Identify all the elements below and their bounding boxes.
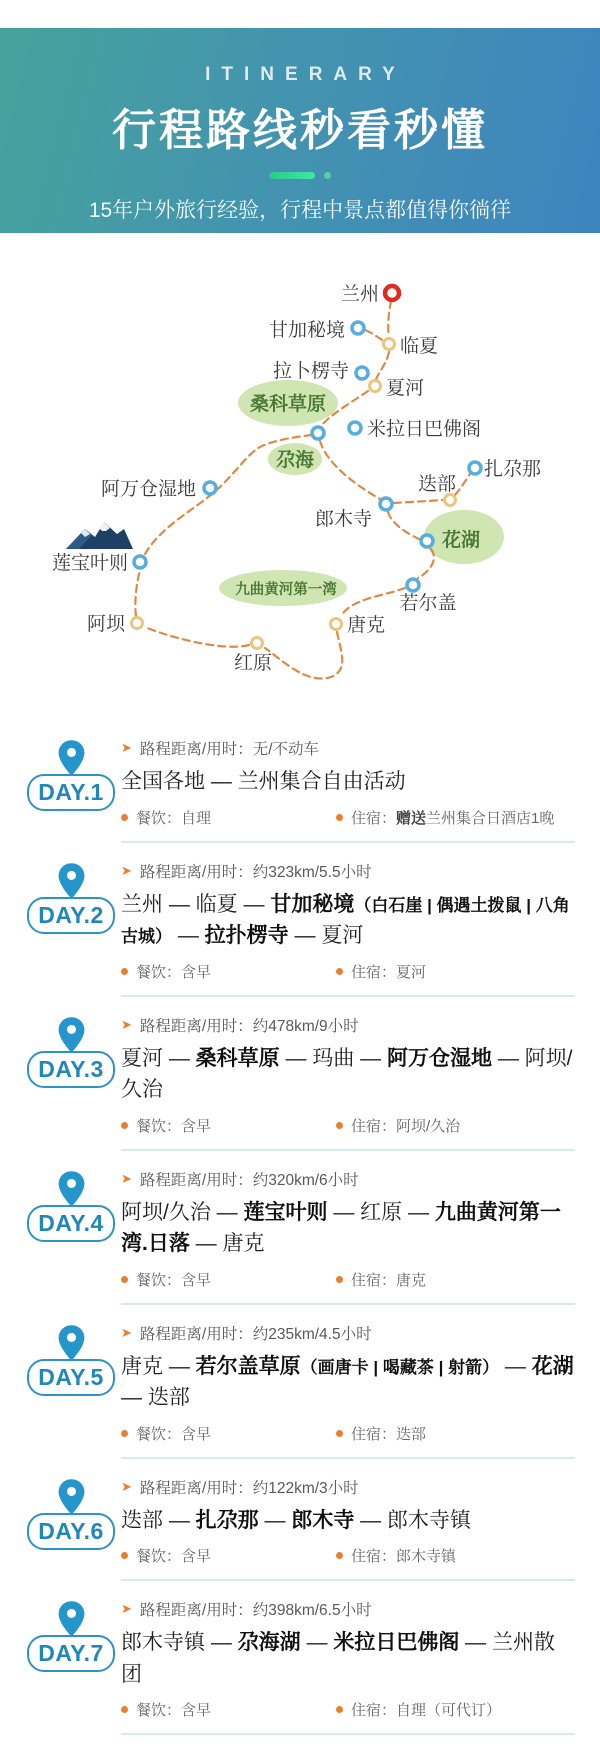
meal-value (181, 961, 211, 982)
map-pin-icon (56, 1170, 87, 1208)
map-area-label: 桑科草原 (249, 394, 327, 415)
day-details (117, 860, 575, 997)
text-segment: — 玛曲 — (279, 1046, 388, 1070)
distance-value: 约320km/6小时 (252, 1171, 359, 1189)
divider (121, 1579, 575, 1581)
text-segment: 夏河 — (121, 1046, 196, 1070)
day-details (117, 1168, 575, 1305)
text-segment: 九曲黄河第一湾.日落 (121, 1200, 561, 1255)
route-title (121, 766, 575, 798)
meal-info (121, 1423, 336, 1444)
day-label: DAY.7 (27, 1635, 115, 1672)
text-segment: 郎木寺 (291, 1508, 355, 1532)
map-marker-拉卜楞寺 (356, 367, 368, 379)
bullet-icon (121, 968, 128, 975)
bullet-icon (121, 1276, 128, 1283)
route-path (135, 570, 140, 616)
day-details (117, 737, 575, 843)
bullet-icon (336, 1430, 343, 1437)
text-segment: 阿坝/久治 (396, 1117, 461, 1135)
day-badge (25, 1168, 117, 1305)
route-path (265, 632, 342, 679)
route-path (394, 500, 442, 503)
text-segment: 兰州 — 临夏 — (121, 892, 271, 916)
title-underline (269, 172, 331, 179)
stay-label: 住宿： (351, 1271, 397, 1289)
map-place-label: 扎尕那 (484, 459, 542, 480)
meal-label: 餐饮： (136, 1425, 182, 1443)
map-place-label: 米拉日巴佛阁 (367, 419, 482, 440)
text-segment: — (172, 924, 205, 947)
bullet-icon (121, 1122, 128, 1129)
day-label: DAY.5 (27, 1359, 115, 1396)
map-place-label: 郎木寺 (314, 509, 372, 530)
text-segment: 唐克 (396, 1271, 427, 1289)
meta-row (121, 807, 575, 828)
day-badge (25, 860, 117, 997)
divider (121, 841, 575, 843)
text-segment: 尕海湖 (237, 1631, 301, 1654)
map-pin-icon (56, 862, 87, 900)
map-place-label: 夏河 (386, 378, 425, 399)
map-place-label: 甘加秘境 (268, 320, 345, 341)
distance-row (121, 737, 575, 759)
route-title (121, 1505, 575, 1537)
distance-row (121, 1322, 575, 1344)
page-header (0, 28, 600, 233)
map-pin-icon (56, 1324, 87, 1362)
day-label: DAY.1 (27, 774, 115, 811)
stay-value (396, 1115, 460, 1136)
arrow-icon: ➤ (121, 1324, 132, 1340)
text-segment: — (258, 1508, 292, 1532)
bullet-icon (336, 1706, 343, 1713)
text-segment: （白石崖 | 偶遇土拨鼠 | 八角古城） (121, 895, 570, 946)
meal-value (181, 807, 211, 828)
arrow-icon: ➤ (121, 862, 132, 878)
day-entry (25, 1598, 575, 1735)
text-segment: 米拉日巴佛阁 (333, 1631, 460, 1654)
text-segment: — (499, 1354, 532, 1378)
text-segment: 全国各地 — 兰州集合自由活动 (121, 770, 406, 793)
mountain-icon (66, 522, 133, 549)
arrow-icon: ➤ (121, 1170, 132, 1186)
bullet-icon (121, 814, 128, 821)
day-entry (25, 1322, 575, 1459)
stay-info (336, 1423, 575, 1444)
text-segment: 自理 (181, 809, 212, 827)
text-segment: 含早 (181, 1425, 212, 1443)
distance-value: 约398km/6.5小时 (252, 1602, 372, 1619)
map-marker-甘加秘境 (352, 322, 364, 334)
map-marker-阿万仓湿地 (204, 482, 216, 494)
map-place-label: 兰州 (340, 284, 379, 305)
map-place-label: 阿万仓湿地 (100, 479, 196, 500)
text-segment: 迭部 — (121, 1508, 196, 1532)
map-pin-icon (56, 1016, 87, 1054)
text-segment: 拉扑楞寺 (204, 924, 289, 947)
distance-row (121, 1598, 575, 1620)
meta-row (121, 1115, 575, 1136)
map-marker-兰州 (385, 286, 399, 300)
text-segment: 含早 (181, 1271, 212, 1289)
page-subtitle: 15年户外旅行经验，行程中景点都值得你徜徉 (88, 199, 512, 222)
stay-label: 住宿： (351, 1548, 397, 1565)
map-area-label: 九曲黄河第一湾 (235, 582, 337, 598)
distance-row (121, 1168, 575, 1190)
text-segment: 含早 (181, 1548, 212, 1565)
text-segment: — 唐克 (189, 1232, 265, 1255)
day-badge (25, 1322, 117, 1459)
route-map (0, 233, 600, 713)
text-segment: 夏河 (396, 963, 427, 981)
bullet-icon (121, 1706, 128, 1713)
map-marker-唐克 (331, 619, 342, 630)
day-badge (25, 737, 117, 843)
text-segment: — 阿坝/久治 (121, 1046, 573, 1101)
day-entry (25, 1476, 575, 1582)
stay-value (396, 1699, 501, 1720)
map-marker (312, 427, 324, 439)
route-path (365, 330, 382, 340)
divider (121, 1733, 575, 1735)
bullet-icon (336, 1122, 343, 1129)
stay-label: 住宿： (351, 809, 397, 827)
route-path (341, 588, 405, 616)
stay-info (336, 1699, 575, 1720)
meal-value (181, 1115, 211, 1136)
bullet-icon (336, 814, 343, 821)
route-title (121, 1627, 575, 1690)
page-title: 行程路线秒看秒懂 (112, 106, 488, 155)
map-place-label: 阿坝 (86, 614, 125, 635)
meal-label: 餐饮： (136, 1548, 182, 1565)
divider (121, 1149, 575, 1151)
map-marker-郎木寺 (380, 498, 392, 510)
meal-info (121, 1269, 336, 1290)
header-eyebrow: ITINERARY (205, 64, 406, 85)
map-marker-莲宝叶则 (134, 556, 146, 568)
meal-info (121, 1699, 336, 1720)
bullet-icon (121, 1430, 128, 1437)
text-segment: 迭部 (396, 1425, 427, 1443)
divider (121, 1457, 575, 1459)
day-entry (25, 860, 575, 997)
text-segment: 唐克 — (121, 1354, 196, 1378)
map-marker-米拉日巴佛阁 (349, 422, 361, 434)
map-marker-迭部 (445, 495, 456, 506)
stay-label: 住宿： (351, 1702, 397, 1719)
map-place-label: 若尔盖 (399, 593, 457, 614)
map-marker-阿坝 (132, 618, 143, 629)
distance-value: 无/不动车 (252, 741, 320, 758)
stay-label: 住宿： (351, 1425, 397, 1443)
distance-label: 路程距离/用时： (139, 863, 253, 881)
meal-label: 餐饮： (136, 1702, 182, 1719)
distance-value: 约323km/5.5小时 (252, 863, 372, 881)
distance-label: 路程距离/用时： (139, 1171, 253, 1189)
map-pin-icon (56, 739, 87, 777)
text-segment: — 红原 — (327, 1200, 435, 1224)
arrow-icon: ➤ (121, 1016, 132, 1032)
route-path (455, 474, 470, 495)
meal-label: 餐饮： (136, 1117, 182, 1135)
day-label: DAY.3 (27, 1051, 115, 1088)
divider (121, 1303, 575, 1305)
arrow-icon: ➤ (121, 740, 132, 755)
route-title (121, 1351, 575, 1414)
text-segment: 扎尕那 (195, 1508, 259, 1532)
map-pin-icon (56, 1478, 87, 1516)
meal-label: 餐饮： (136, 1271, 182, 1289)
stay-label: 住宿： (351, 1117, 397, 1135)
route-path (376, 352, 389, 379)
stay-label: 住宿： (351, 963, 397, 981)
meal-info (121, 1115, 336, 1136)
day-details (117, 1598, 575, 1735)
text-segment: 阿坝/久治 — (121, 1200, 244, 1224)
meta-row (121, 961, 575, 982)
text-segment: 自理（可代订） (396, 1702, 502, 1719)
text-segment: 阿万仓湿地 (387, 1046, 493, 1070)
distance-value: 约122km/3小时 (252, 1479, 359, 1497)
distance-row (121, 1014, 575, 1036)
underline-dot-icon (324, 172, 331, 179)
distance-label: 路程距离/用时： (139, 1602, 253, 1619)
day-details (117, 1476, 575, 1582)
map-place-label: 拉卜楞寺 (272, 361, 349, 382)
meal-value (181, 1699, 211, 1720)
stay-info (336, 1269, 575, 1290)
text-segment: — 迭部 (121, 1386, 190, 1409)
meal-info (121, 961, 336, 982)
meal-label: 餐饮： (136, 809, 182, 827)
meta-row (121, 1269, 575, 1290)
map-area-label: 花湖 (441, 530, 481, 551)
text-segment: 赠送 (396, 809, 427, 827)
day-badge (25, 1598, 117, 1735)
meta-row (121, 1699, 575, 1720)
distance-label: 路程距离/用时： (139, 1479, 253, 1497)
day-label: DAY.6 (27, 1513, 115, 1550)
map-place-label: 唐克 (347, 615, 386, 636)
route-path (320, 441, 380, 499)
stay-value (396, 961, 426, 982)
divider (121, 995, 575, 997)
map-marker (421, 535, 433, 547)
text-segment: 郎木寺镇 — (121, 1631, 238, 1654)
map-place-label: 红原 (233, 653, 273, 674)
text-segment: 兰州集合日酒店1晚 (426, 809, 555, 827)
route-title (121, 1043, 575, 1106)
distance-row (121, 1476, 575, 1498)
map-place-label: 莲宝叶则 (51, 553, 128, 574)
meal-value (181, 1423, 211, 1444)
meal-label: 餐饮： (136, 963, 182, 981)
text-segment: 郎木寺镇 (396, 1548, 457, 1565)
arrow-icon: ➤ (121, 1478, 132, 1494)
text-segment: 含早 (181, 1117, 212, 1135)
day-label: DAY.2 (27, 897, 115, 934)
distance-label: 路程距离/用时： (139, 1017, 253, 1035)
map-area-label: 尕海 (275, 450, 315, 471)
map-marker-扎尕那 (469, 462, 481, 474)
map-marker-临夏 (384, 339, 395, 350)
route-title (121, 889, 575, 952)
itinerary-list (0, 713, 600, 1762)
map-marker-夏河 (370, 381, 381, 392)
map-place-label: 临夏 (400, 336, 439, 357)
day-label: DAY.4 (27, 1205, 115, 1242)
meta-row (121, 1423, 575, 1444)
route-path (388, 512, 419, 539)
bullet-icon (336, 1276, 343, 1283)
text-segment: 花湖 (531, 1354, 574, 1378)
text-segment: 含早 (181, 963, 212, 981)
meal-info (121, 807, 336, 828)
route-path (388, 301, 391, 336)
arrow-icon: ➤ (121, 1601, 132, 1616)
text-segment: （画唐卡 | 喝藏茶 | 射箭） (300, 1357, 500, 1377)
text-segment: — 郎木寺镇 (354, 1508, 472, 1532)
map-place-label: 迭部 (417, 474, 456, 495)
stay-value (396, 807, 554, 828)
text-segment: — (300, 1631, 334, 1654)
route-path (418, 549, 434, 578)
text-segment: 若尔盖草原 (195, 1354, 301, 1378)
text-segment: — 兰州散团 (121, 1631, 556, 1686)
text-segment: — 夏河 (288, 924, 364, 947)
distance-label: 路程距离/用时： (139, 741, 253, 758)
day-details (117, 1322, 575, 1459)
distance-label: 路程距离/用时： (139, 1325, 253, 1343)
map-pin-icon (56, 1600, 87, 1638)
stay-value (396, 1269, 426, 1290)
distance-value: 约478km/9小时 (252, 1017, 359, 1035)
day-entry (25, 737, 575, 843)
underline-dash (269, 172, 315, 179)
day-details (117, 1014, 575, 1151)
route-path (145, 627, 249, 647)
stay-value (396, 1423, 426, 1444)
distance-row (121, 860, 575, 882)
bullet-icon (336, 968, 343, 975)
text-segment: 莲宝叶则 (243, 1200, 328, 1224)
meal-value (181, 1269, 211, 1290)
text-segment: 甘加秘境 (270, 892, 355, 916)
day-entry (25, 1168, 575, 1305)
day-badge (25, 1014, 117, 1151)
stay-info (336, 807, 575, 828)
day-badge (25, 1476, 117, 1582)
text-segment: 桑科草原 (195, 1046, 280, 1070)
distance-value: 约235km/4.5小时 (252, 1325, 372, 1343)
map-marker-若尔盖 (407, 579, 419, 591)
route-title (121, 1197, 575, 1260)
stay-info (336, 961, 575, 982)
map-marker-红原 (252, 638, 263, 649)
stay-info (336, 1115, 575, 1136)
day-entry (25, 1014, 575, 1151)
text-segment: 含早 (181, 1702, 212, 1719)
